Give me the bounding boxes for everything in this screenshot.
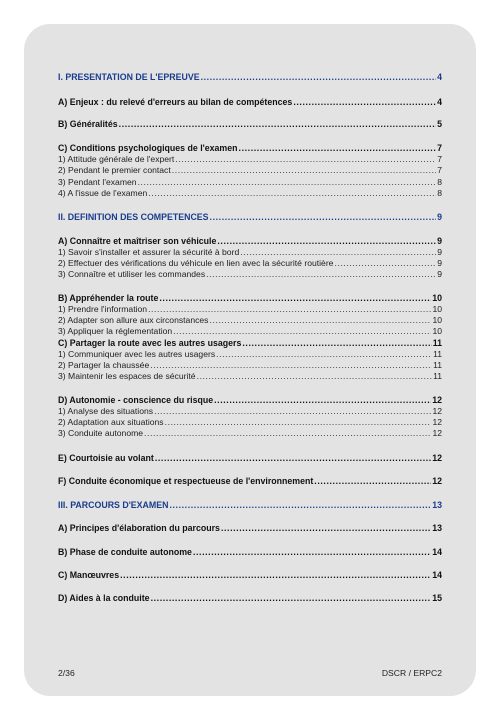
toc-leader-dots: [138, 177, 437, 187]
toc-leader-dots: [175, 154, 436, 164]
toc-leader-dots: [150, 360, 432, 370]
toc-page-number: 4: [437, 97, 442, 107]
toc-leader-dots: [334, 258, 436, 268]
toc-entry-title: 2) Adaptation aux situations: [58, 417, 164, 427]
toc-page-number: 4: [437, 72, 442, 82]
toc-page-number: 9: [437, 236, 442, 246]
toc-leader-dots: [119, 119, 436, 129]
toc-section: [58, 500, 442, 510]
toc-subitem: [58, 154, 442, 164]
toc-entry-title: 3) Connaître et utiliser les commandes: [58, 269, 206, 279]
toc-entry-title: 1) Communiquer avec les autres usagers: [58, 349, 216, 359]
toc-leader-dots: [173, 326, 431, 336]
toc-page-number: 12: [432, 395, 442, 405]
toc-subitem: [58, 304, 442, 314]
toc-heading: [58, 143, 442, 153]
toc-leader-dots: [221, 523, 431, 533]
toc-leader-dots: [242, 338, 431, 348]
toc-subitem: [58, 188, 442, 198]
toc-page-number: 8: [437, 188, 442, 198]
toc-entry-title: C) Conditions psychologiques de l'examen: [58, 143, 238, 153]
toc-leader-dots: [216, 349, 432, 359]
toc-page-number: 7: [437, 154, 442, 164]
toc-heading: [58, 547, 442, 557]
toc-entry-title: 1) Savoir s'installer et assurer la sécurité à bord: [58, 247, 240, 257]
toc-heading: [58, 476, 442, 486]
toc-page-number: 10: [432, 304, 442, 314]
toc-entry-title: 3) Maintenir les espaces de sécurité: [58, 371, 196, 381]
toc-page-number: 9: [437, 247, 442, 257]
toc-leader-dots: [154, 406, 431, 416]
toc-page-number: 12: [432, 476, 442, 486]
toc-subitem: [58, 177, 442, 187]
toc-entry-title: E) Courtoisie au volant: [58, 453, 154, 463]
toc-entry-title: F) Conduite économique et respectueuse de l'environnement: [58, 476, 314, 486]
toc-section: [58, 72, 442, 82]
toc-page-number: 12: [432, 406, 442, 416]
toc-page-number: 11: [433, 360, 442, 370]
toc-page-number: 14: [432, 547, 442, 557]
toc-entry-title: 3) Pendant l'examen: [58, 177, 137, 187]
toc-entry-title: A) Enjeux : du relevé d'erreurs au bilan de compétences: [58, 97, 293, 107]
toc-entry-title: D) Aides à la conduite: [58, 593, 150, 603]
toc-heading: [58, 453, 442, 463]
toc-page-number: 10: [432, 326, 442, 336]
toc-entry-title: C) Manœuvres: [58, 570, 120, 580]
document-reference: DSCR / ERPC2: [381, 668, 442, 678]
toc-leader-dots: [193, 547, 431, 557]
toc-subitem: [58, 406, 442, 416]
toc-leader-dots: [214, 395, 431, 405]
toc-entry-title: 2) Adapter son allure aux circonstances: [58, 315, 209, 325]
toc-entry-title: B) Appréhender la route: [58, 293, 159, 303]
toc-subitem: [58, 371, 442, 381]
toc-page-number: 12: [432, 417, 442, 427]
toc-entry-title: B) Phase de conduite autonome: [58, 547, 192, 557]
toc-leader-dots: [201, 72, 437, 82]
toc-heading: [58, 395, 442, 405]
toc-page-number: 10: [432, 315, 442, 325]
toc-page-number: 7: [437, 143, 442, 153]
toc-entry-title: 1) Attitude générale de l'expert: [58, 154, 175, 164]
page-number: 2/36: [58, 668, 75, 678]
toc-subitem: [58, 258, 442, 268]
toc-leader-dots: [293, 97, 436, 107]
toc-entry-title: III. PARCOURS D'EXAMEN: [58, 500, 169, 510]
toc-subitem: [58, 247, 442, 257]
toc-leader-dots: [159, 293, 431, 303]
toc-page-number: 11: [432, 338, 442, 348]
toc-subitem: [58, 315, 442, 325]
toc-page-number: 9: [437, 258, 442, 268]
toc-heading: [58, 338, 442, 348]
toc-page-number: 11: [433, 371, 442, 381]
toc-subitem: [58, 428, 442, 438]
toc-entry-title: C) Partager la route avec les autres usagers: [58, 338, 242, 348]
toc-leader-dots: [217, 236, 436, 246]
toc-leader-dots: [172, 165, 436, 175]
toc-heading: [58, 293, 442, 303]
toc-page-number: 14: [432, 570, 442, 580]
toc-entry-title: B) Généralités: [58, 119, 118, 129]
toc-leader-dots: [165, 417, 432, 427]
toc-leader-dots: [120, 570, 431, 580]
toc-page-number: 7: [437, 165, 442, 175]
toc-subitem: [58, 360, 442, 370]
toc-subitem: [58, 349, 442, 359]
toc-heading: [58, 570, 442, 580]
toc-page-number: 5: [437, 119, 442, 129]
toc-heading: [58, 593, 442, 603]
toc-section: [58, 212, 442, 222]
toc-subitem: [58, 165, 442, 175]
toc-leader-dots: [144, 428, 431, 438]
toc-page-number: 12: [432, 453, 442, 463]
toc-entry-title: 2) Effectuer des vérifications du véhicule en lien avec la sécurité routière: [58, 258, 334, 268]
toc-leader-dots: [240, 247, 436, 257]
toc-heading: [58, 523, 442, 533]
toc-page-number: 9: [437, 212, 442, 222]
toc-leader-dots: [206, 269, 436, 279]
toc-subitem: [58, 417, 442, 427]
toc-entry-title: D) Autonomie - conscience du risque: [58, 395, 214, 405]
toc-page-number: 15: [432, 593, 442, 603]
toc-page-number: 9: [437, 269, 442, 279]
toc-heading: [58, 97, 442, 107]
toc-heading: [58, 119, 442, 129]
toc-page-number: 13: [432, 500, 442, 510]
toc-entry-title: A) Principes d'élaboration du parcours: [58, 523, 220, 533]
toc-entry-title: 4) A l'issue de l'examen: [58, 188, 148, 198]
toc-leader-dots: [197, 371, 433, 381]
toc-entry-title: 1) Prendre l'information: [58, 304, 148, 314]
toc-page-number: 8: [437, 177, 442, 187]
toc-page-number: 13: [432, 523, 442, 533]
toc-subitem: [58, 269, 442, 279]
toc-entry-title: 3) Appliquer la réglementation: [58, 326, 173, 336]
toc-leader-dots: [210, 212, 437, 222]
toc-entry-title: 1) Analyse des situations: [58, 406, 154, 416]
toc-leader-dots: [151, 593, 432, 603]
toc-leader-dots: [148, 188, 436, 198]
toc-entry-title: A) Connaître et maîtriser son véhicule: [58, 236, 217, 246]
toc-leader-dots: [155, 453, 431, 463]
toc-subitem: [58, 326, 442, 336]
toc-page-number: 12: [432, 428, 442, 438]
toc-entry-title: 2) Pendant le premier contact: [58, 165, 171, 175]
toc-leader-dots: [314, 476, 431, 486]
toc-leader-dots: [148, 304, 431, 314]
toc-heading: [58, 236, 442, 246]
toc-page-number: 10: [432, 293, 442, 303]
toc-leader-dots: [169, 500, 431, 510]
toc-entry-title: II. DEFINITION DES COMPETENCES: [58, 212, 209, 222]
toc-leader-dots: [239, 143, 437, 153]
toc-entry-title: 2) Partager la chaussée: [58, 360, 150, 370]
toc-page-number: 11: [433, 349, 442, 359]
toc-entry-title: 3) Conduite autonome: [58, 428, 144, 438]
toc-entry-title: I. PRESENTATION DE L'EPREUVE: [58, 72, 200, 82]
toc-leader-dots: [209, 315, 431, 325]
